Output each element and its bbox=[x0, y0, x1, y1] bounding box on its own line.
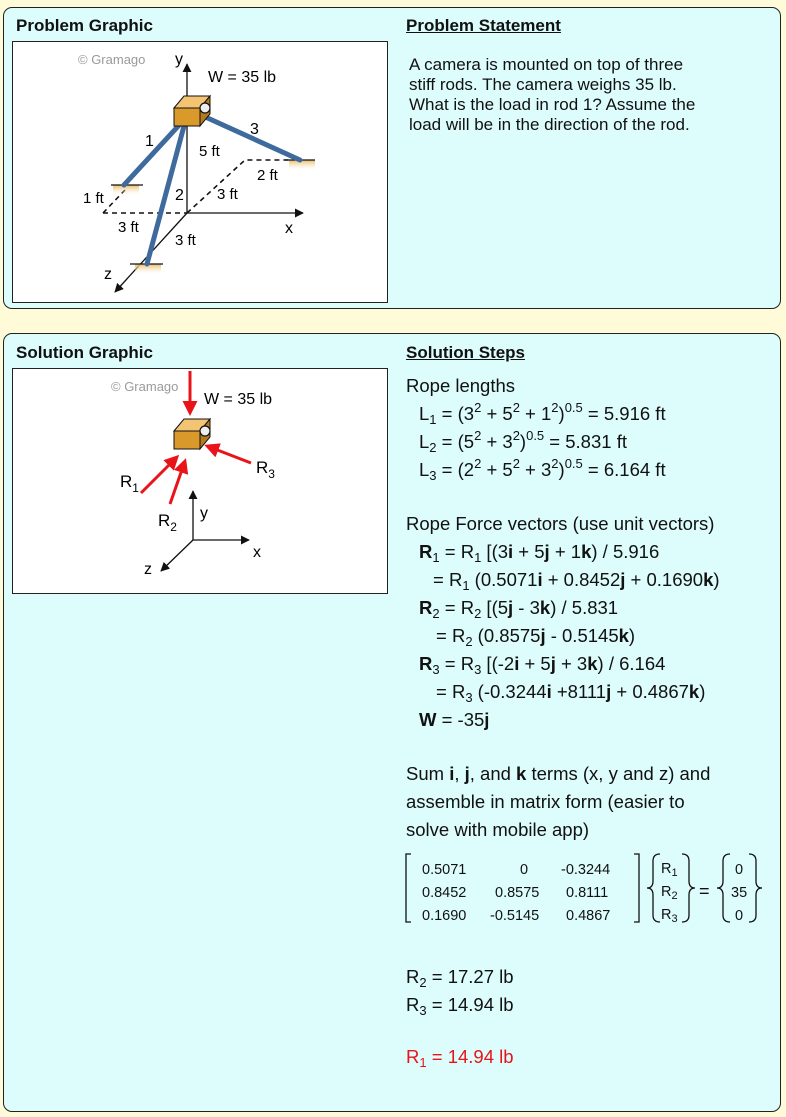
l3-equation: $L_3 = (2^2 + 5^2 + 3^2)^{0.5} = 6.164$ ft bbox=[419, 456, 666, 483]
solution-steps-heading: Solution Steps bbox=[406, 343, 525, 362]
matrix-cell: 0.8111 bbox=[566, 885, 609, 901]
matrix-right-bracket bbox=[634, 854, 639, 922]
matrix-cell: 0.8452 bbox=[422, 885, 467, 901]
r1-label: $R_1$ bbox=[120, 472, 139, 495]
matrix-cell: 0.4867 bbox=[566, 908, 611, 924]
unknown-r3: $R_3$ bbox=[661, 907, 678, 925]
dim-1ft: 1 ft bbox=[83, 190, 104, 207]
weight-label: W = 35 lb bbox=[208, 69, 277, 86]
y-axis-label: y bbox=[200, 505, 208, 522]
copyright-text: © Gramago bbox=[78, 52, 146, 67]
unknowns-left-brace bbox=[647, 854, 660, 922]
copyright-text: © Gramago bbox=[111, 379, 179, 394]
r2-vector-line2: = $R_2$ (0.8575j - 0.5145k) bbox=[436, 625, 636, 649]
rod1-label: 1 bbox=[145, 133, 154, 150]
problem-graphic bbox=[12, 41, 388, 303]
support-rod1 bbox=[111, 185, 143, 195]
unknown-r1: $R_1$ bbox=[661, 861, 678, 879]
solution-graphic-heading: Solution Graphic bbox=[16, 343, 153, 362]
matrix-cell: -0.5145 bbox=[490, 908, 540, 924]
rhs-value: 0 bbox=[735, 908, 744, 924]
unknowns-right-brace bbox=[682, 854, 695, 922]
r1-arrow bbox=[141, 457, 177, 493]
r2-vector-line1: $R_2 = R_2$ [(5j - 3k) / 5.831 bbox=[419, 597, 619, 621]
r3-vector-line1: $R_3 = R_3$ [(-2i + 5j + 3k) / 6.164 bbox=[419, 653, 666, 677]
problem-graphic-heading: Problem Graphic bbox=[16, 16, 153, 35]
rhs-left-brace bbox=[717, 854, 730, 922]
z-axis-line bbox=[161, 540, 193, 571]
problem-statement-heading: Problem Statement bbox=[406, 16, 561, 35]
dim-3ft-left: 3 ft bbox=[118, 219, 139, 236]
r3-arrow bbox=[207, 446, 251, 463]
dashed-right bbox=[187, 160, 298, 213]
statement-line: stiff rods. The camera weighs 35 lb. bbox=[409, 75, 677, 94]
r2-result: $R_2 = 17.27$ lb bbox=[406, 966, 514, 990]
statement-line: A camera is mounted on top of three bbox=[409, 55, 684, 74]
rhs-right-brace bbox=[749, 854, 762, 922]
dim-2ft: 2 ft bbox=[257, 167, 278, 184]
r1-vector-line2: = $R_1$ (0.5071i + 0.8452j + 0.1690k) bbox=[433, 569, 720, 593]
statement-line: What is the load in rod 1? Assume the bbox=[409, 95, 696, 114]
matrix-cell: -0.3244 bbox=[561, 862, 611, 878]
problem-figure bbox=[13, 42, 389, 304]
l2-equation: $L_2 = (5^2 + 3^2)^{0.5} = 5.831$ ft bbox=[419, 428, 627, 455]
z-axis-label: z bbox=[144, 561, 152, 578]
camera-icon bbox=[174, 96, 210, 126]
equals-sign: = bbox=[699, 881, 710, 901]
unknown-r2: $R_2$ bbox=[661, 884, 678, 902]
weight-label: W = 35 lb bbox=[204, 391, 273, 408]
solution-graphic bbox=[12, 368, 388, 594]
rope-lengths-title: Rope lengths bbox=[406, 375, 516, 396]
r3-label: $R_3$ bbox=[256, 458, 275, 481]
r1-answer: $R_1 = 14.94$ lb bbox=[406, 1046, 514, 1070]
r3-result: $R_3 = 14.94$ lb bbox=[406, 994, 514, 1018]
camera-icon bbox=[174, 419, 210, 449]
z-axis-label: z bbox=[104, 266, 112, 283]
matrix-equation bbox=[400, 849, 748, 927]
sum-line-2: assemble in matrix form (easier to bbox=[406, 791, 685, 812]
l1-equation: $L_1 = (3^2 + 5^2 + 1^2)^{0.5} = 5.916$ ft bbox=[419, 400, 666, 427]
rhs-value: 35 bbox=[731, 885, 748, 901]
r2-arrow bbox=[170, 461, 185, 504]
statement-line: load will be in the direction of the rod. bbox=[409, 115, 690, 134]
x-axis-label: x bbox=[253, 544, 261, 561]
sum-line-3: solve with mobile app) bbox=[406, 819, 590, 840]
dim-3ft-right: 3 ft bbox=[217, 186, 238, 203]
rhs-value: 0 bbox=[735, 862, 744, 878]
force-vectors-title: Rope Force vectors (use unit vectors) bbox=[406, 513, 715, 534]
r2-label: $R_2$ bbox=[158, 511, 177, 534]
rod2-label: 2 bbox=[175, 187, 184, 204]
matrix-cell: 0.8575 bbox=[495, 885, 540, 901]
solution-panel bbox=[3, 333, 781, 1112]
r3-vector-line2: = $R_3$ (-0.3244i +8111j + 0.4867k) bbox=[436, 681, 706, 705]
matrix-left-bracket bbox=[406, 854, 411, 922]
rod3-label: 3 bbox=[250, 121, 259, 138]
solution-figure bbox=[13, 369, 389, 595]
dim-3ft-front: 3 ft bbox=[175, 232, 196, 249]
solution-steps bbox=[406, 372, 748, 1071]
sum-line-1: Sum i, j, and k terms (x, y and z) and bbox=[406, 763, 711, 784]
problem-statement bbox=[409, 55, 769, 135]
y-axis-label: y bbox=[175, 51, 183, 68]
matrix-cell: 0.1690 bbox=[422, 908, 467, 924]
x-axis-label: x bbox=[285, 220, 293, 237]
matrix-cell: 0.5071 bbox=[422, 862, 467, 878]
r1-vector-line1: $R_1 = R_1$ [(3i + 5j + 1k) / 5.916 bbox=[419, 541, 660, 565]
w-vector-line: W = -35j bbox=[419, 709, 490, 730]
problem-panel bbox=[3, 7, 781, 309]
dim-5ft: 5 ft bbox=[199, 143, 220, 160]
matrix-cell: 0 bbox=[520, 862, 529, 878]
